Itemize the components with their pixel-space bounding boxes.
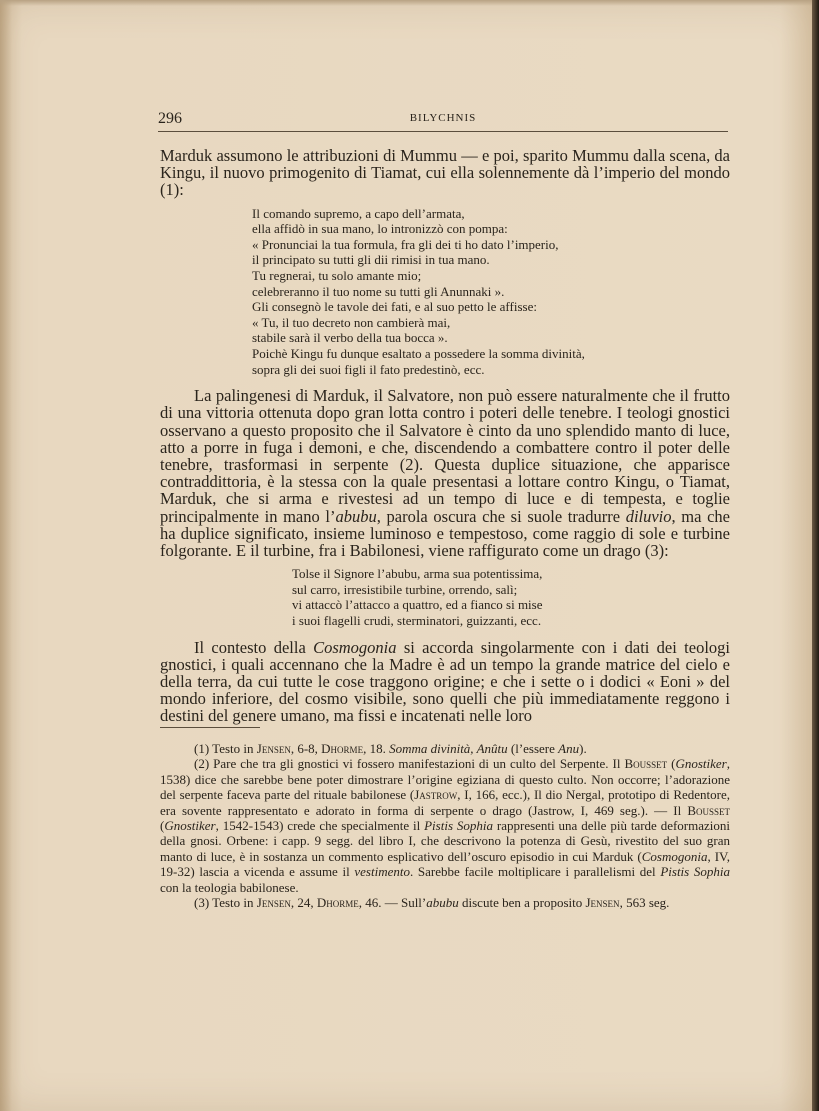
verse-line: sopra gli dei suoi figli il fato predestinò, ecc. <box>252 361 485 377</box>
author-name: Dhorme <box>316 895 359 911</box>
verse-line: ella affidò in sua mano, lo intronizzò con pompa: <box>252 221 508 237</box>
footnote-3 <box>160 895 730 910</box>
book-edge <box>812 0 819 1111</box>
footnote-1 <box>160 741 730 756</box>
verse-line: Tu regnerai, tu solo amante mio; <box>252 267 422 283</box>
text-run: Il contesto della <box>194 637 314 657</box>
italic-term: Somma divinità, Anûtu <box>389 741 508 756</box>
header-rule <box>158 131 728 132</box>
verse-line: celebreranno il tuo nome su tutti gli Anunnaki ». <box>252 283 505 299</box>
text-run: ( <box>667 756 676 772</box>
footnotes <box>160 741 730 910</box>
text-run: , I, 166, ecc.), Il dio Nergal, prototipo di Redentore, era sovente rappresentato e adorato in forma di serpente o drago (Jastrow, I, 469 seg.). — Il <box>160 787 731 818</box>
text-run: , 18. <box>363 741 390 756</box>
author-name: Jensen <box>256 895 291 911</box>
verse-line: i suoi flagelli crudi, sterminatori, guizzanti, ecc. <box>292 612 542 628</box>
italic-term: Pistis Sophia <box>424 818 494 834</box>
text-run: , ma che ha duplice significato, insieme luminoso e tempestoso, come raggio di sole e turbine folgorante. E il turbine, fra i Babilonesi, viene raffigurato come un drago (3): <box>160 506 730 560</box>
footnote-rule <box>160 727 260 728</box>
author-name: Jensen <box>585 895 620 911</box>
paragraph-palingenesi <box>160 387 730 559</box>
text-run: . Sarebbe facile moltiplicare i parallelismi del <box>409 864 661 880</box>
verse-line: Poichè Kingu fu dunque esaltato a possedere la somma divinità, <box>252 345 585 361</box>
verse-line: sul carro, irresistibile turbine, orrendo, salì; <box>292 581 518 597</box>
footnote-2 <box>160 756 730 895</box>
text-run: con la teologia babilonese. <box>160 879 299 895</box>
text-run: , 1538) dice che sarebbe bene poter dimostrare l’origine egiziana di questo culto. Non occorre; l’adorazione del serpente faceva parte del rituale babilonese ( <box>160 756 730 803</box>
paragraph-cosmogonia <box>160 639 730 725</box>
italic-term: vestimento <box>354 864 410 880</box>
italic-term: Gnostiker <box>164 818 216 834</box>
verse-line: il principato su tutti gli dii rimisi in tua mano. <box>252 252 490 268</box>
text-run: (2) Pare che tra gli gnostici vi fossero manifestazioni di un culto del Serpente. Il <box>194 756 625 772</box>
text-run: , 46. — Sull’ <box>358 895 427 911</box>
text-run: , IV, 19-32) lascia a vicenda e assume il <box>160 848 730 880</box>
author-name: Bousset <box>624 756 668 772</box>
author-name: Bousset <box>687 802 730 818</box>
verse-line: « Tu, il tuo decreto non cambierà mai, <box>252 314 451 330</box>
text-run: si accorda singolarmente con i dati dei teologi gnostici, i quali accennano che la Madre è ad un tempo la grande matrice del cielo e della terra, da cui tutte le cose traggono origine; e che i sette o i dodici « Eoni » del mondo inferiore, del cosmo visibile, sono quelli che più immediatamente reggono i destini del genere umano, ma fissi e incatenati nelle loro <box>160 637 730 726</box>
italic-term: abubu <box>426 895 459 911</box>
text-run: (l’essere <box>507 741 559 756</box>
text-run: (1) Testo in <box>194 741 257 756</box>
intro-paragraph: Marduk assumono le attribuzioni di Mummu — e poi, sparito Mummu dalla scena, da Kingu, il nuovo primogenito di Tiamat, cui ella solennemente dà l’imperio del mondo (1): <box>160 146 730 200</box>
text-run: , 1542-1543) crede che specialmente il <box>215 818 425 834</box>
verse-line: Il comando supremo, a capo dell’armata, <box>252 205 465 221</box>
running-title: BILYCHNIS <box>409 112 477 124</box>
page-number: 296 <box>158 110 182 127</box>
author-name: Jensen <box>256 741 291 756</box>
italic-term: Anu <box>558 741 580 756</box>
page-gutter-shadow <box>0 0 12 1111</box>
italic-term: diluvio <box>625 506 672 526</box>
verse-block-2 <box>292 566 730 628</box>
author-name: Jastrow <box>414 787 458 803</box>
verse-line: Tolse il Signore l’abubu, arma sua potentissima, <box>292 566 543 582</box>
main-text <box>160 147 730 725</box>
italic-term: Cosmogonia <box>641 848 708 864</box>
text-run: La palingenesi di Marduk, il Salvatore, non può essere naturalmente che il frutto di una vittoria ottenuta dopo gran lotta contro i poteri delle tenebre. I teologi gnostici osservano a questo proposito che il Salvatore è cinto da uno splendido manto di luce, atto a porre in fuga i demoni, e che, discendendo a combattere contro il poter delle tenebre, trasformasi in serpente (2). Questa duplice situazione, che apparisce contraddittoria, è la stessa con la quale presentasi a lottare contro Kingu, o Tiamat, Marduk, che si arma e rivestesi ad un tempo di luce e di tempesta, e toglie principalmente in mano l’ <box>160 386 730 526</box>
page-header <box>158 110 728 134</box>
italic-term: Cosmogonia <box>313 637 397 657</box>
italic-term: abubu <box>335 506 377 526</box>
text-run: , 24, <box>290 895 317 911</box>
italic-term: Pistis Sophia <box>660 864 731 880</box>
verse-line: vi attaccò l’attacco a quattro, ed a fianco si mise <box>292 597 543 613</box>
text-run: , 563 seg. <box>619 895 670 911</box>
text-run: ( <box>160 818 165 834</box>
text-run: , parola oscura che si suole tradurre <box>376 506 626 526</box>
verse-line: Gli consegnò le tavole dei fati, e al suo petto le affisse: <box>252 299 537 315</box>
text-run: ). <box>579 741 587 756</box>
text-run: (3) Testo in <box>194 895 257 911</box>
verse-line: « Pronunciai la tua formula, fra gli dei ti ho dato l’imperio, <box>252 236 559 252</box>
author-name: Dhorme <box>321 741 364 756</box>
text-run: rappresenti una delle più tarde deformazioni della gnosi. Orbene: i capp. 9 segg. del libro I, che descrivono la potenza di Gesù, rivestito del suo gran manto di luce, è in sostanza un commento esplicativo dell’oscuro episodio in cui Marduk ( <box>160 818 731 864</box>
verse-line: stabile sarà il verbo della tua bocca ». <box>252 330 448 346</box>
text-run: discute ben a proposito <box>458 895 586 911</box>
page-top-edge <box>0 0 812 6</box>
text-run: , 6-8, <box>290 741 322 756</box>
italic-term: Gnostiker <box>675 756 727 772</box>
verse-block-1 <box>252 206 730 378</box>
